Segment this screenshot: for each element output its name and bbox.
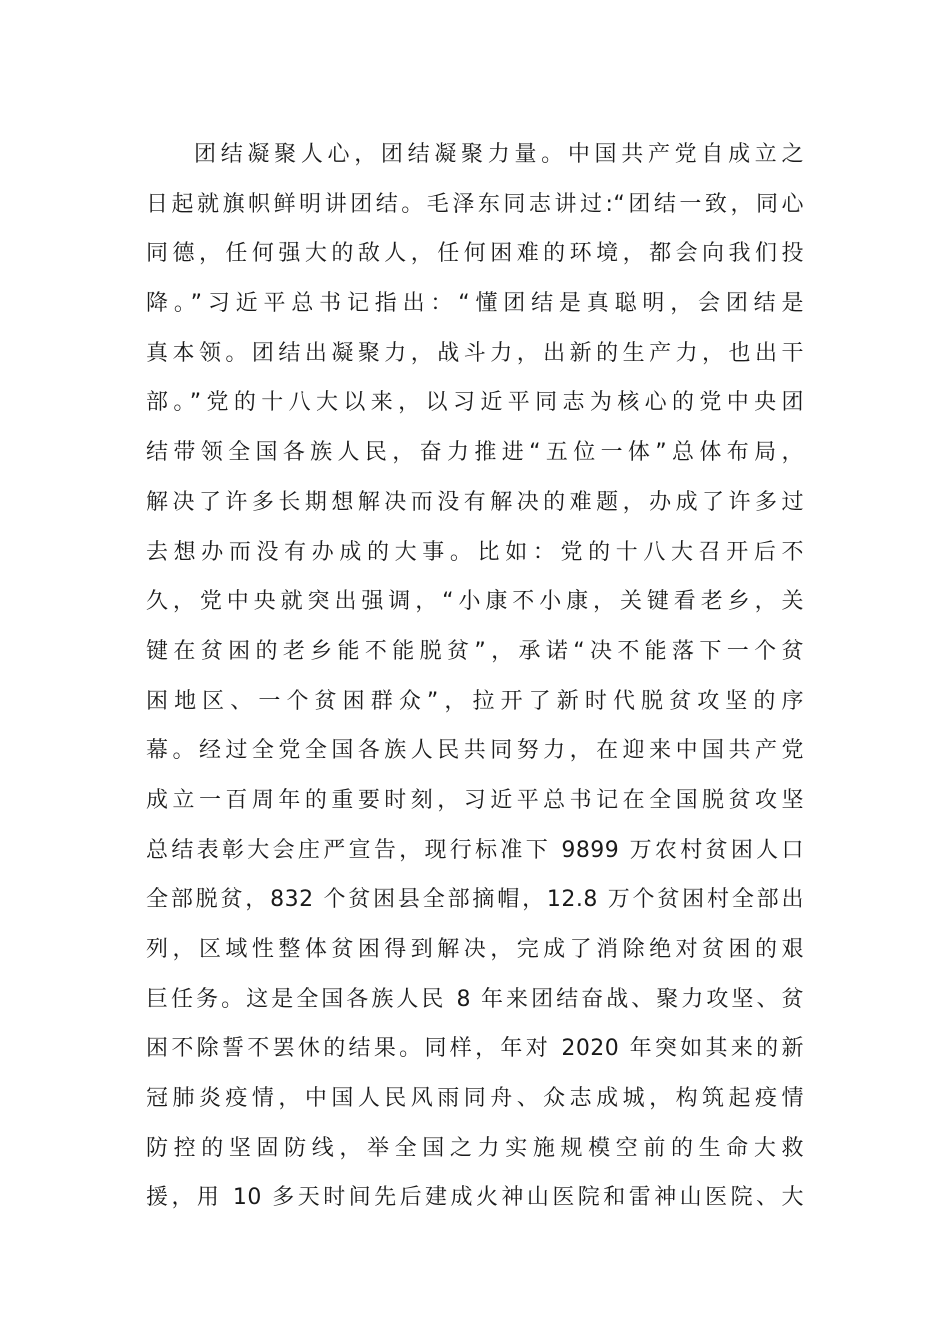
text-line: 幕。经过全党全国各族人民共同努力，在迎来中国共产党 bbox=[146, 738, 804, 764]
text-line: 团结凝聚人心，团结凝聚力量。中国共产党自成立之 bbox=[194, 142, 804, 167]
text-line: 去想办而没有办成的大事。比如：党的十八大召开后不 bbox=[146, 539, 804, 565]
text-line: 总结表彰大会庄严宣告，现行标准下 9899 万农村贫困人口 bbox=[146, 837, 804, 863]
text-line: 防控的坚固防线，举全国之力实施规模空前的生命大救 bbox=[146, 1135, 804, 1161]
text-line: 全部脱贫，832 个贫困县全部摘帽，12.8 万个贫困村全部出 bbox=[146, 887, 804, 913]
text-line: 巨任务。这是全国各族人民 8 年来团结奋战、聚力攻坚、贫 bbox=[146, 986, 804, 1012]
text-line: 同德，任何强大的敌人，任何困难的环境，都会向我们投 bbox=[146, 241, 804, 267]
text-line: 久，党中央就突出强调，“小康不小康，关键看老乡，关 bbox=[146, 589, 804, 615]
text-line: 援，用 10 多天时间先后建成火神山医院和雷神山医院、大 bbox=[146, 1185, 804, 1211]
text-line: 列，区域性整体贫困得到解决，完成了消除绝对贫困的艰 bbox=[146, 937, 804, 962]
text-line: 降。”习近平总书记指出：“懂团结是真聪明，会团结是 bbox=[146, 291, 804, 317]
text-line: 冠肺炎疫情，中国人民风雨同舟、众志成城，构筑起疫情 bbox=[146, 1086, 804, 1112]
text-line: 真本领。团结出凝聚力，战斗力，出新的生产力，也出干 bbox=[146, 340, 804, 366]
text-line: 困地区、一个贫困群众”，拉开了新时代脱贫攻坚的序 bbox=[146, 688, 804, 714]
text-line: 结带领全国各族人民，奋力推进“五位一体”总体布局， bbox=[146, 440, 804, 466]
text-line: 键在贫困的老乡能不能脱贫”，承诺“决不能落下一个贫 bbox=[146, 638, 804, 664]
text-line: 解决了许多长期想解决而没有解决的难题，办成了许多过 bbox=[146, 489, 804, 515]
text-line: 日起就旗帜鲜明讲团结。毛泽东同志讲过:“团结一致，同心 bbox=[146, 191, 804, 217]
text-line: 困不除誓不罢休的结果。同样，年对 2020 年突如其来的新 bbox=[146, 1036, 804, 1062]
text-line: 部。”党的十八大以来，以习近平同志为核心的党中央团 bbox=[146, 390, 804, 416]
text-line: 成立一百周年的重要时刻，习近平总书记在全国脱贫攻坚 bbox=[146, 787, 804, 813]
body-paragraph bbox=[146, 130, 804, 1223]
